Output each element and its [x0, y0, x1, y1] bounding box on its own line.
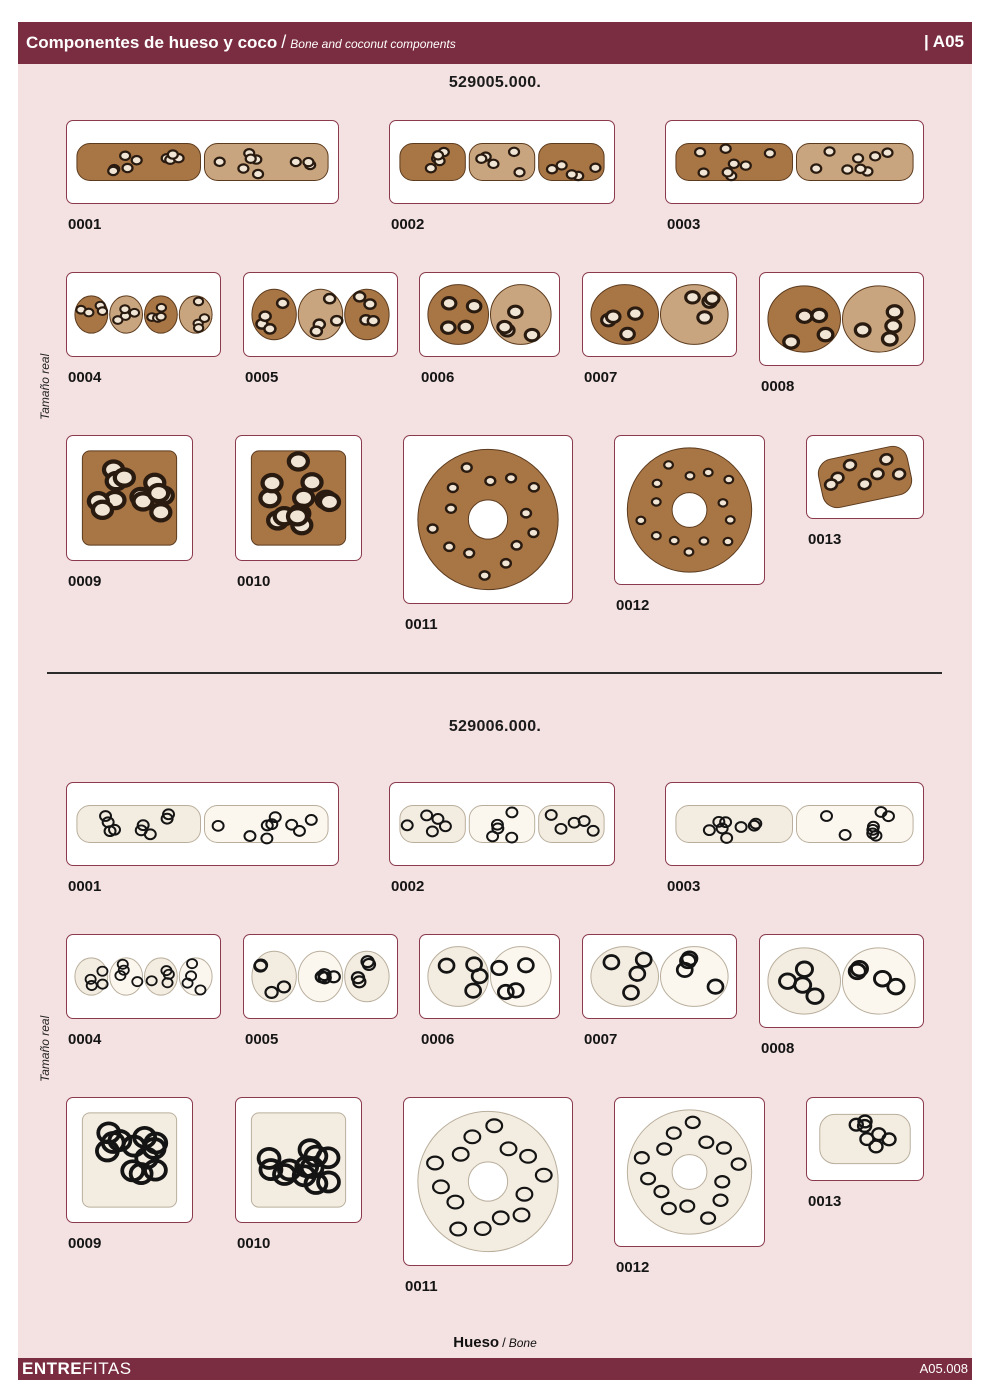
product-image-box — [389, 782, 615, 866]
footer-bar — [18, 1358, 972, 1380]
reference-title-2: 529006.000. — [448, 718, 542, 735]
footer-caption-en: Bone — [508, 1336, 537, 1350]
product-image-box — [235, 435, 362, 561]
product-code: 0009 — [68, 1235, 102, 1252]
product-code: 0010 — [237, 1235, 271, 1252]
bead-tube — [676, 806, 793, 843]
product-code: 0005 — [245, 1031, 279, 1048]
product-code: 0011 — [405, 616, 438, 633]
product-illustration — [666, 783, 923, 865]
product-illustration — [390, 783, 614, 865]
product-code: 0012 — [616, 597, 650, 614]
round-bead — [428, 947, 489, 1007]
bead-tube — [796, 806, 913, 843]
product-illustration — [807, 436, 923, 518]
product-code: 0001 — [68, 216, 102, 233]
product-illustration — [236, 436, 361, 560]
product-illustration — [420, 935, 559, 1018]
product-code: 0011 — [405, 1278, 438, 1295]
product-code: 0008 — [761, 1040, 795, 1057]
product-illustration — [67, 935, 220, 1018]
product-code: 0007 — [584, 369, 618, 386]
product-illustration — [244, 273, 397, 356]
donut-hole — [672, 1155, 707, 1190]
product-image-box — [243, 272, 398, 357]
barrel-bead — [820, 1114, 910, 1163]
product-illustration — [404, 1098, 572, 1265]
section-divider — [47, 672, 942, 674]
product-code: 0003 — [667, 878, 701, 895]
header-slash: / — [281, 32, 287, 52]
donut-hole — [672, 493, 707, 528]
product-image-box — [403, 1097, 573, 1266]
product-image-box — [614, 1097, 765, 1247]
header-subtitle-en: Bone and coconut components — [290, 37, 456, 51]
header-title-es: Componentes de hueso y coco — [26, 33, 278, 52]
product-image-box — [614, 435, 765, 585]
product-illustration — [404, 436, 572, 603]
header-bar — [18, 22, 972, 64]
product-image-box — [582, 272, 737, 357]
barrel-bead — [816, 444, 915, 511]
real-size-label-1: Tamaño real — [38, 353, 52, 420]
product-code: 0004 — [68, 1031, 102, 1048]
product-image-box — [66, 120, 339, 204]
product-image-box — [66, 934, 221, 1019]
product-illustration — [67, 436, 192, 560]
round-bead — [252, 951, 296, 1002]
product-illustration — [236, 1098, 361, 1222]
header-title — [26, 32, 456, 53]
donut-hole — [468, 1162, 507, 1201]
product-code: 0012 — [616, 1259, 650, 1276]
product-code: 0008 — [761, 378, 795, 395]
product-illustration — [67, 1098, 192, 1222]
product-illustration — [615, 1098, 764, 1246]
round-bead — [298, 951, 342, 1002]
product-image-box — [66, 782, 339, 866]
product-code: 0004 — [68, 369, 102, 386]
product-image-box — [582, 934, 737, 1019]
page-number: A05.008 — [919, 1361, 968, 1376]
product-code: 0002 — [391, 878, 425, 895]
product-illustration — [390, 121, 614, 203]
product-illustration — [67, 783, 338, 865]
product-code: 0006 — [421, 369, 455, 386]
product-image-box — [235, 1097, 362, 1223]
product-image-box — [665, 120, 924, 204]
product-image-box — [806, 435, 924, 519]
donut-hole — [468, 500, 507, 539]
product-illustration — [583, 935, 736, 1018]
product-image-box — [66, 272, 221, 357]
product-image-box — [419, 272, 560, 357]
product-code: 0002 — [391, 216, 425, 233]
product-image-box — [665, 782, 924, 866]
footer-caption-separator: / — [502, 1335, 506, 1350]
product-code: 0007 — [584, 1031, 618, 1048]
product-code: 0005 — [245, 369, 279, 386]
round-bead — [428, 285, 489, 345]
section-code: | A05 — [923, 32, 964, 51]
product-illustration — [244, 935, 397, 1018]
round-bead — [842, 286, 915, 352]
product-illustration — [666, 121, 923, 203]
footer-caption — [0, 1334, 990, 1352]
product-code: 0013 — [808, 1193, 842, 1210]
product-image-box — [759, 934, 924, 1028]
product-code: 0010 — [237, 573, 271, 590]
footer-caption-main: Hueso — [453, 1334, 500, 1351]
product-code: 0013 — [808, 531, 842, 548]
brand-logo — [22, 1359, 132, 1379]
product-image-box — [403, 435, 573, 604]
product-image-box — [806, 1097, 924, 1181]
product-illustration — [420, 273, 559, 356]
product-image-box — [389, 120, 615, 204]
product-image-box — [66, 1097, 193, 1223]
product-image-box — [66, 435, 193, 561]
round-bead — [842, 948, 915, 1014]
product-illustration — [615, 436, 764, 584]
product-code: 0003 — [667, 216, 701, 233]
product-illustration — [67, 121, 338, 203]
product-illustration — [760, 935, 923, 1027]
brand-logo-bold: ENTRE — [22, 1359, 83, 1378]
real-size-label-2: Tamaño real — [38, 1015, 52, 1082]
product-image-box — [419, 934, 560, 1019]
product-code: 0006 — [421, 1031, 455, 1048]
product-image-box — [759, 272, 924, 366]
product-illustration — [807, 1098, 923, 1180]
product-code: 0009 — [68, 573, 102, 590]
product-illustration — [760, 273, 923, 365]
product-illustration — [67, 273, 220, 356]
product-illustration — [583, 273, 736, 356]
product-code: 0001 — [68, 878, 102, 895]
product-image-box — [243, 934, 398, 1019]
brand-logo-light: FITAS — [82, 1359, 132, 1378]
reference-title-1: 529005.000. — [448, 74, 542, 91]
